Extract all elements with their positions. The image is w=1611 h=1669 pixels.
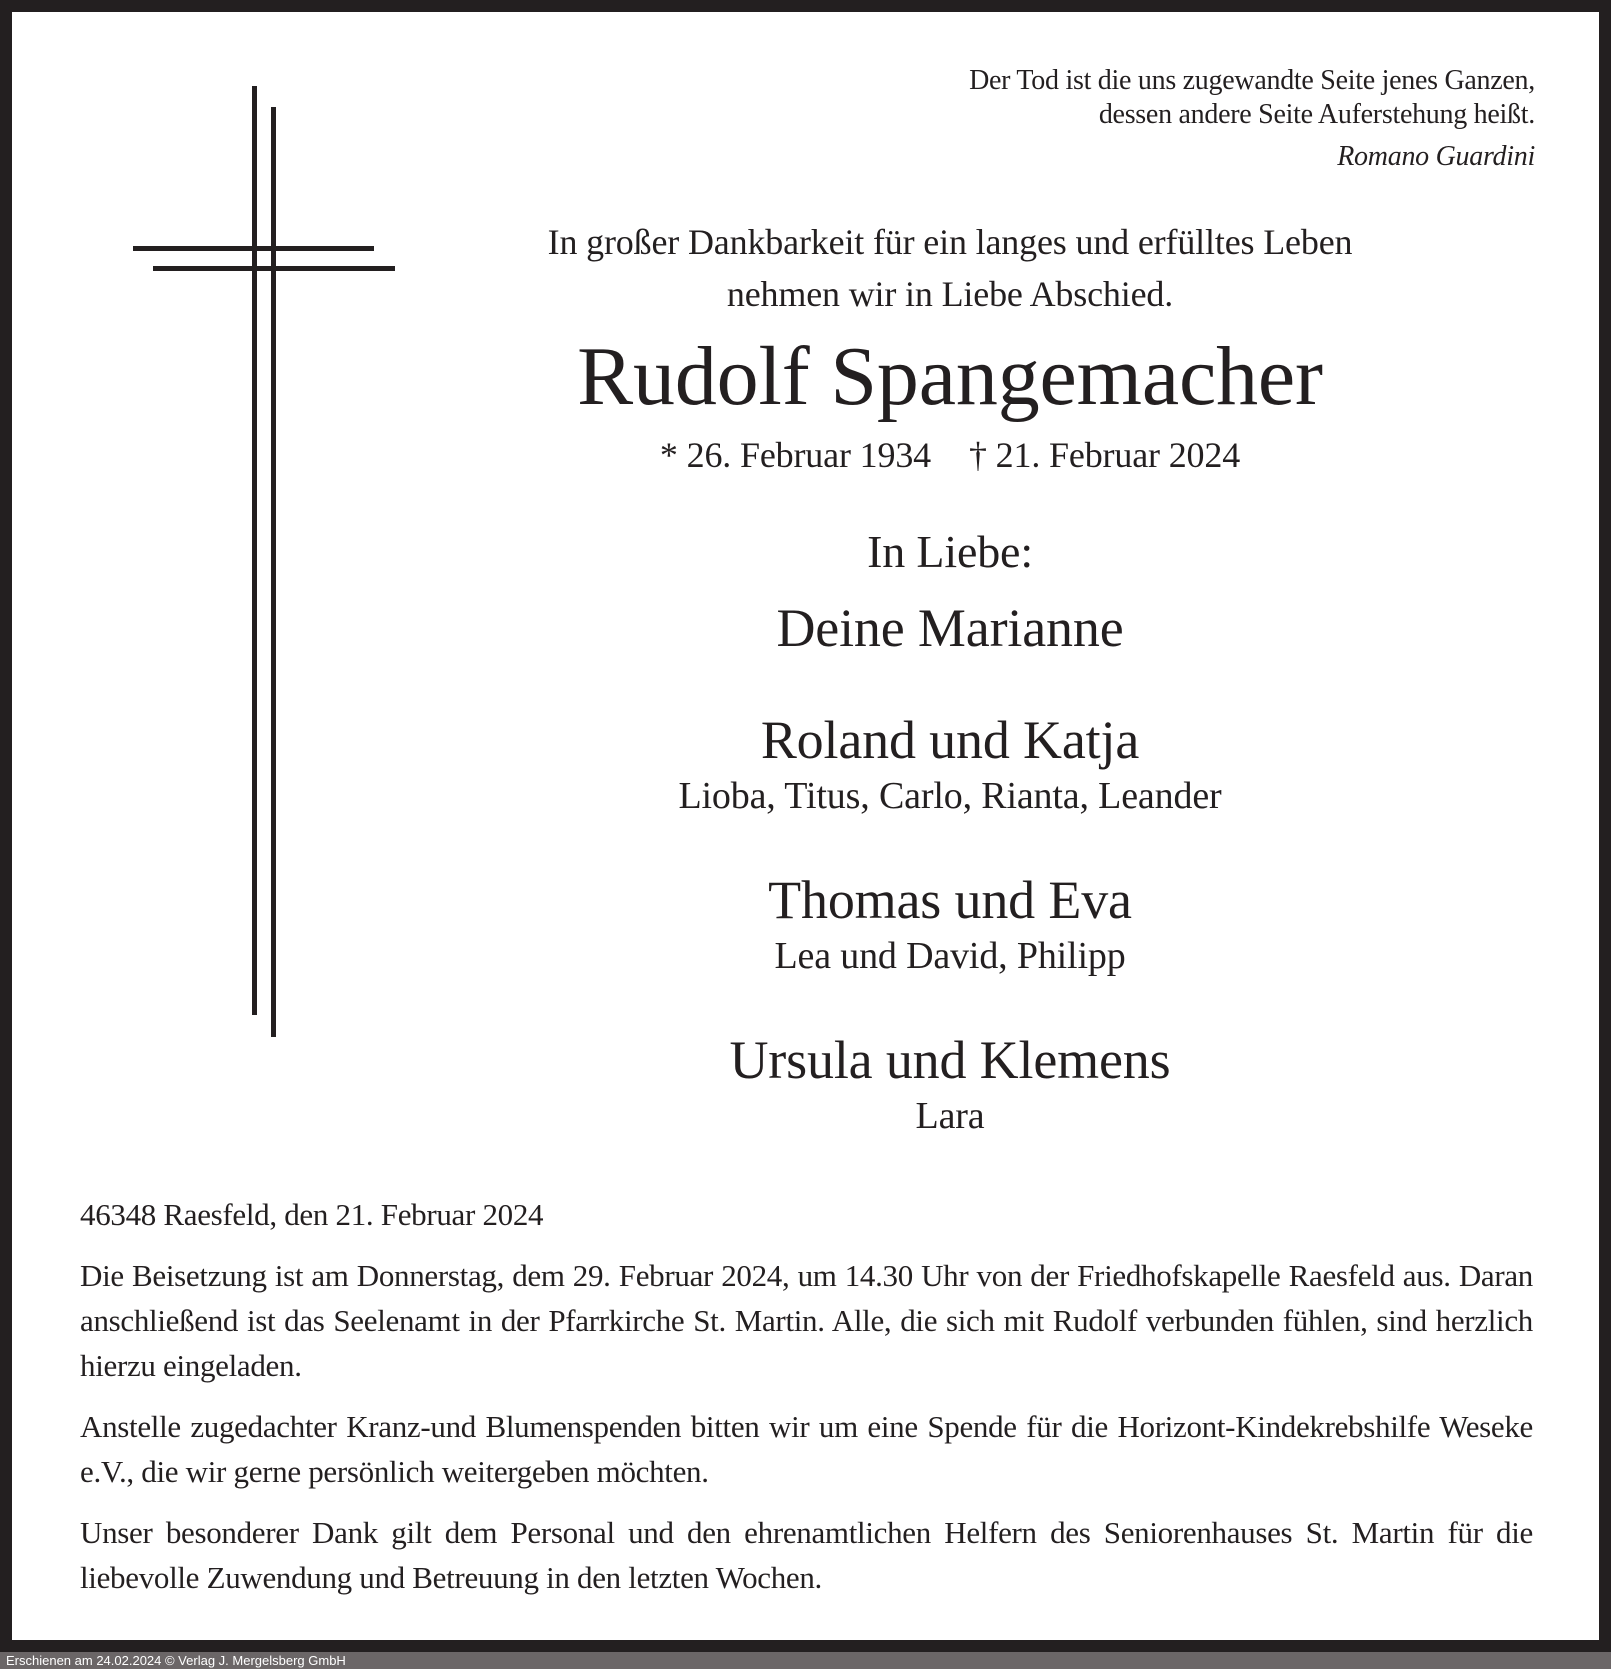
deceased-name: Rudolf Spangemacher bbox=[577, 330, 1323, 423]
mourner-group bbox=[362, 708, 1538, 820]
intro-text bbox=[362, 216, 1538, 320]
death-date: † 21. Februar 2024 bbox=[969, 435, 1241, 475]
intro-line-2: nehmen wir in Liebe Abschied. bbox=[726, 274, 1174, 314]
quote-line-2: dessen andere Seite Auferstehung heißt. bbox=[1098, 99, 1535, 130]
thanks-paragraph: Unser besonderer Dank gilt dem Personal und den ehrenamtlichen Helfern des Seniorenhauses St. Martin für die liebevolle Zuwendung und Betreuung in den letzten Wochen. bbox=[80, 1515, 1533, 1595]
mourner-group bbox=[362, 1028, 1538, 1140]
cross-horizontal-line-2 bbox=[153, 266, 395, 271]
cross-vertical-line-1 bbox=[252, 86, 257, 1015]
mourner-sub: Lara bbox=[915, 1095, 985, 1137]
quote-attribution: Romano Guardini bbox=[1337, 141, 1535, 172]
mourner-sub: Lioba, Titus, Carlo, Rianta, Leander bbox=[678, 775, 1222, 817]
mourner-main: Thomas und Eva bbox=[768, 870, 1132, 930]
mourner-main: Ursula und Klemens bbox=[729, 1030, 1171, 1090]
publication-footer bbox=[0, 1652, 1611, 1669]
announcement-column bbox=[362, 216, 1538, 1140]
publication-note: Erschienen am 24.02.2024 © Verlag J. Mergelsberg GmbH bbox=[6, 1653, 346, 1668]
quote-line-1: Der Tod ist die uns zugewandte Seite jenes Ganzen, bbox=[969, 65, 1535, 96]
mourner-main: Deine Marianne bbox=[776, 598, 1124, 658]
funeral-paragraph: Die Beisetzung ist am Donnerstag, dem 29. Februar 2024, um 14.30 Uhr von der Friedhofskapelle Raesfeld aus. Daran anschließend ist das Seelenamt in der Pfarrkirche St. Martin. Alle, die sich mit Rudolf verbunden fühlen, sind herzlich hierzu eingeladen. bbox=[80, 1258, 1533, 1383]
mourner-main: Roland und Katja bbox=[760, 710, 1140, 770]
mourner-sub: Lea und David, Philipp bbox=[774, 935, 1126, 977]
epigraph-quote bbox=[969, 64, 1535, 174]
funeral-details bbox=[80, 1192, 1533, 1600]
life-dates bbox=[362, 432, 1538, 478]
mourners-salutation: In Liebe: bbox=[867, 526, 1033, 577]
birth-date: * 26. Februar 1934 bbox=[659, 435, 931, 475]
place-date-line: 46348 Raesfeld, den 21. Februar 2024 bbox=[80, 1197, 544, 1232]
mourner-group bbox=[362, 868, 1538, 980]
mourner-group bbox=[362, 596, 1538, 660]
intro-line-1: In großer Dankbarkeit für ein langes und erfülltes Leben bbox=[547, 222, 1353, 262]
donation-paragraph: Anstelle zugedachter Kranz-und Blumenspenden bitten wir um eine Spende für die Horizont-Kindekrebshilfe Weseke e.V., die wir gerne persönlich weitergeben möchten. bbox=[80, 1409, 1533, 1489]
cross-horizontal-line-1 bbox=[133, 246, 374, 251]
